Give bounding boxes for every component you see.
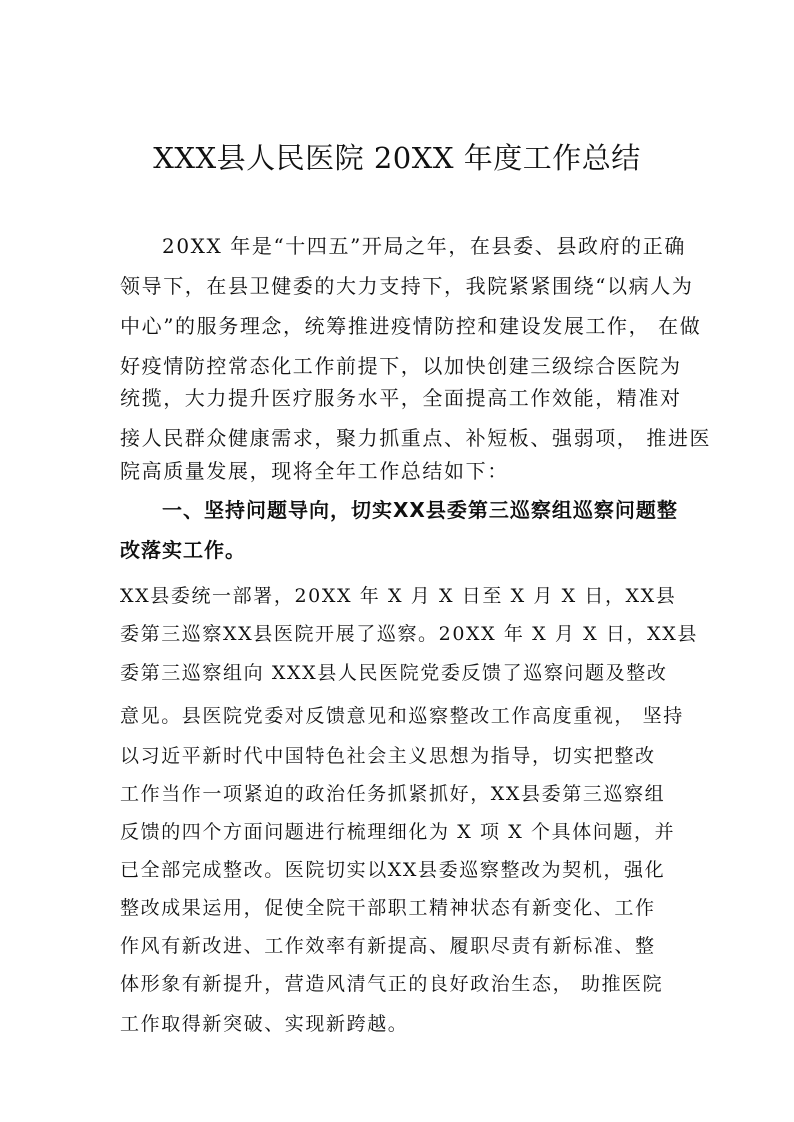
section1-body-line-8: 已全部完成整改。医院切实以XX县委巡察整改为契机，强化: [120, 859, 666, 881]
section1-body-line-1: XX县委统一部署，20XX 年 X 月 X 日至 X 月 X 日，XX县: [120, 585, 677, 607]
intro-line-3: 中心”的服务理念，统筹推进疫情防控和建设发展工作， 在做: [120, 314, 702, 338]
section1-body-line-11: 体形象有新提升，营造风清气正的良好政治生态， 助推医院: [120, 973, 664, 995]
section1-body-line-7: 反馈的四个方面问题进行梳理细化为 X 项 X 个具体问题，并: [120, 821, 676, 843]
section1-body-line-5: 以习近平新时代中国特色社会主义思想为指导，切实把整改: [120, 745, 656, 767]
intro-line-4: 好疫情防控常态化工作前提下，以加快创建三级综合医院为: [120, 354, 682, 378]
document-title: XXX县人民医院 20XX 年度工作总结: [153, 141, 641, 175]
section1-body-line-12: 工作取得新突破、实现新跨越。: [120, 1013, 409, 1035]
section1-body-line-4: 意见。县医院党委对反馈意见和巡察整改工作高度重视， 坚持: [120, 705, 684, 727]
section1-body-line-9: 整改成果运用，促使全院干部职工精神状态有新变化、工作: [120, 897, 656, 919]
section1-heading-line-1: 一、坚持问题导向，切实XX县委第三巡察组巡察问题整: [162, 498, 678, 522]
section1-heading-line-2: 改落实工作。: [120, 538, 246, 562]
intro-line-7: 院高质量发展，现将全年工作总结如下：: [120, 459, 509, 483]
section1-body-line-6: 工作当作一项紧迫的政治任务抓紧抓好，XX县委第三巡察组: [120, 783, 666, 805]
intro-line-6: 接人民群众健康需求，聚力抓重点、补短板、强弱项， 推进医: [120, 426, 712, 450]
section1-body-line-3: 委第三巡察组向 XXX县人民医院党委反馈了巡察问题及整改: [120, 662, 668, 684]
intro-line-5: 统揽，大力提升医疗服务水平，全面提高工作效能，精准对: [120, 386, 682, 410]
intro-line-1: 20XX 年是“十四五”开局之年，在县委、县政府的正确: [162, 234, 686, 258]
section1-body-line-10: 作风有新改进、工作效率有新提高、履职尽责有新标准、整: [120, 935, 656, 957]
intro-line-2: 领导下，在县卫健委的大力支持下，我院紧紧围绕“以病人为: [120, 274, 694, 298]
section1-body-line-2: 委第三巡察XX县医院开展了巡察。20XX 年 X 月 X 日，XX县: [120, 623, 698, 645]
